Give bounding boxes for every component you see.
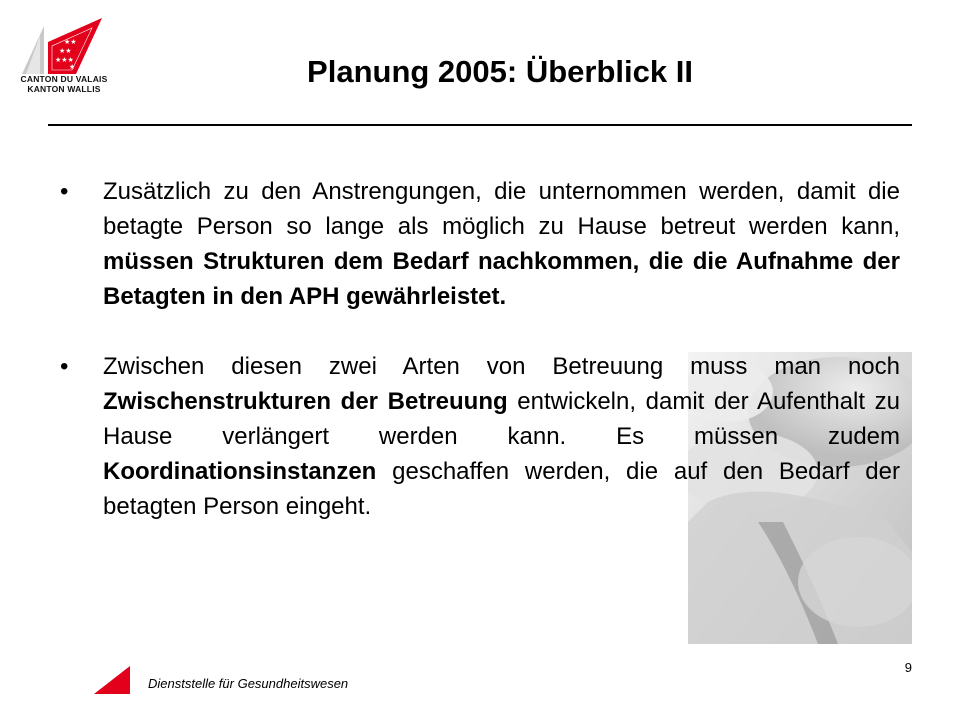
bullet-text-2 <box>103 349 900 524</box>
title-underline <box>48 124 912 126</box>
svg-text:★: ★ <box>69 63 76 71</box>
footer-red-triangle-icon <box>94 666 130 694</box>
logo-caption <box>14 74 114 94</box>
svg-text:★★: ★★ <box>64 38 77 46</box>
bullet-marker: • <box>60 353 69 380</box>
footer-department: Dienststelle für Gesundheitswesen <box>148 676 349 691</box>
logo-line-2: KANTON WALLIS <box>27 84 101 94</box>
bullet-1-bold-a: müssen Strukturen dem Bedarf nachkommen, die die Aufnahme der Betagten in den APH gewährleistet. <box>103 248 900 310</box>
bullet-1-text-a: Zusätzlich zu den Anstrengungen, die unternommen werden, damit die betagte Person so lange als möglich zu Hause betreut werden kann, <box>103 178 900 240</box>
bullet-2-text-b: entwickeln, damit der Aufenthalt zu Hause verlängert werden kann. Es müssen zudem <box>103 388 901 450</box>
bullet-item-2 <box>60 349 900 524</box>
svg-text:★★★: ★★★ <box>55 56 74 64</box>
bullet-2-bold-a: Zwischenstrukturen der Betreuung <box>103 388 508 415</box>
valais-coat-of-arms-icon <box>22 18 114 74</box>
bullet-marker: • <box>60 178 69 205</box>
bullet-2-text-a: Zwischen diesen zwei Arten von Betreuung muss man noch <box>103 353 900 380</box>
svg-text:★★: ★★ <box>59 47 72 55</box>
bullet-2-text-c: geschaffen werden, die auf den Bedarf der betagten Person eingeht. <box>103 458 900 520</box>
bullet-2-bold-b: Koordinationsinstanzen <box>103 458 377 485</box>
canton-logo <box>14 18 114 96</box>
logo-line-1: CANTON DU VALAIS <box>20 74 108 84</box>
slide-title: Planung 2005: Überblick II <box>307 54 693 89</box>
page-number: 9 <box>904 660 912 675</box>
bullet-list <box>60 174 900 524</box>
bullet-item-1 <box>60 174 900 314</box>
bullet-text-1 <box>103 174 900 314</box>
